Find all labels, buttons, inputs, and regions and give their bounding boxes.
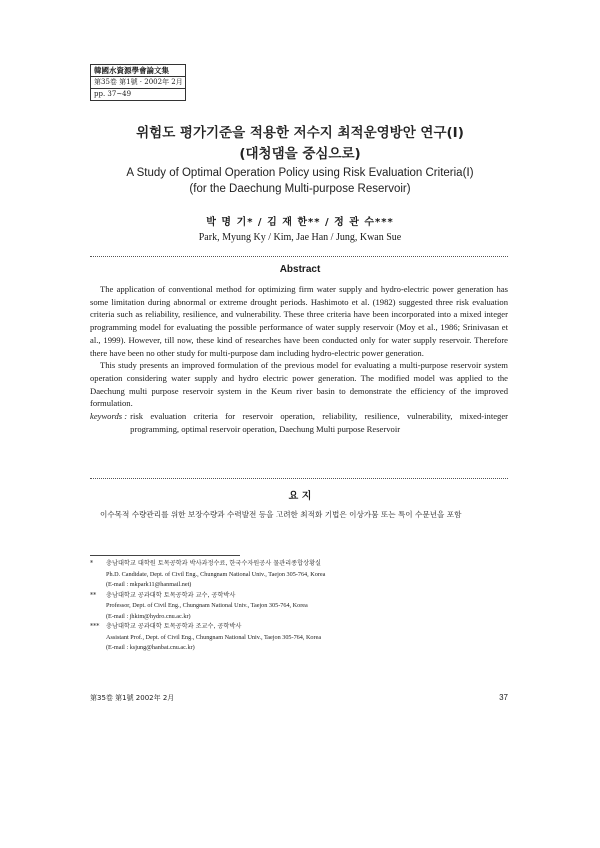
journal-pages: pp. 37~49: [94, 90, 132, 98]
footnote-mark: **: [90, 591, 97, 599]
abstract-heading: Abstract: [279, 264, 321, 275]
footnote-affiliation-ko: 충남대학교 공과대학 토목공학과 조교수, 공학박사: [106, 623, 242, 630]
title-korean-line2: (대청댐을 중심으로): [239, 146, 361, 162]
abstract-paragraph-1: The application of conventional method for optimizing firm water supply and hydro-electric power generation has some limitation during abnormal or extreme drought periods. Hashimoto et al. (1982) suggested three risk evaluation criteria such as reliability, resilience, and vulnerability. These three criteria have been incorporated into a mixed integer programming model for evaluating the possible performance of water supply reservoir (Moy et al., 1986; Srinivasan et al., 1999). However, till now, these kind of researches have been conducted only for water supply reservoir. Therefore there have been no other study for multi-purpose dam including hydro-electric power generation.: [90, 284, 508, 358]
footnote-email: (E-mail : jhkim@hydro.cnu.ac.kr): [106, 612, 191, 620]
abstract-body: [90, 283, 508, 435]
footnote-affiliation-en: Professor, Dept. of Civil Eng., Chungnam National Univ., Taejon 305-764, Korea: [106, 602, 308, 609]
divider-top: [90, 256, 508, 257]
footnote-3: [90, 622, 510, 654]
keywords-label: keywords :: [90, 411, 128, 422]
journal-volume: 第35卷 第1號 · 2002年 2月: [91, 77, 185, 89]
authors-english: Park, Myung Ky / Kim, Jae Han / Jung, Kwan Sue: [198, 232, 402, 243]
footnote-mark: *: [90, 560, 94, 567]
footnote-affiliation-en: Assistant Prof., Dept. of Civil Eng., Chungnam National Univ., Taejon 305-764, Korea: [106, 633, 322, 641]
yoji-text: 이수목적 수량관리를 위한 보장수량과 수력발전 등을 고려한 최적화 기법은 이상가뭄 또는 특이 수문년을 포함: [100, 510, 462, 519]
journal-name: 韓國水資源學會論文集: [91, 65, 185, 77]
footnote-rule: [90, 555, 240, 556]
journal-info-box: [90, 64, 186, 101]
footnotes: [90, 559, 510, 654]
keywords: [90, 410, 508, 435]
page-number: 37: [499, 693, 508, 702]
authors-korean: 박 명 기* / 김 재 한** / 정 관 수***: [206, 217, 394, 228]
title-korean-line1: 위험도 평가기준을 적용한 저수지 최적운영방안 연구(Ⅰ): [136, 125, 464, 141]
divider-middle: [90, 478, 508, 479]
footnote-mark: ***: [90, 623, 100, 630]
footnote-email: (E-mail : mkpark11@hanmail.net): [106, 581, 192, 588]
footnote-affiliation-ko: 충남대학교 대학원 토목공학과 박사과정수료, 한국수자원공사 물관리종합상황실: [106, 560, 322, 567]
footnote-email: (E-mail : ksjung@hanbat.cnu.ac.kr): [106, 644, 195, 651]
footnote-affiliation-en: Ph.D. Candidate, Dept. of Civil Eng., Chungnam National Univ., Taejon 305-764, Korea: [106, 570, 326, 578]
page-footer: [90, 693, 508, 703]
abstract-paragraph-2: This study presents an improved formulation of the previous model for evaluating a multi-purpose reservoir system operation considering water supply and hydro electric power generation. The modified model was applied to the Daechung multi purpose reservoir system in the Keum river basin to demonstrate the efficiency of the improved formulation.: [90, 360, 508, 409]
title-english-line1: A Study of Optimal Operation Policy using Risk Evaluation Criteria(Ⅰ): [126, 167, 474, 179]
keywords-text: risk evaluation criteria for reservoir operation, reliability, resilience, vulnerability, mixed-integer programming, optimal reservoir operation, Daechung Multi purpose Reservoir: [130, 411, 508, 434]
footnote-affiliation-ko: 충남대학교 공과대학 토목공학과 교수, 공학박사: [106, 591, 236, 599]
footer-journal-issue: 第35卷 第1號 2002年 2月: [90, 694, 175, 702]
footnote-2: [90, 591, 510, 623]
title-english-line2: (for the Daechung Multi-purpose Reservoir): [189, 183, 411, 195]
footnote-1: [90, 559, 510, 591]
yoji-heading: 요 지: [288, 491, 312, 502]
